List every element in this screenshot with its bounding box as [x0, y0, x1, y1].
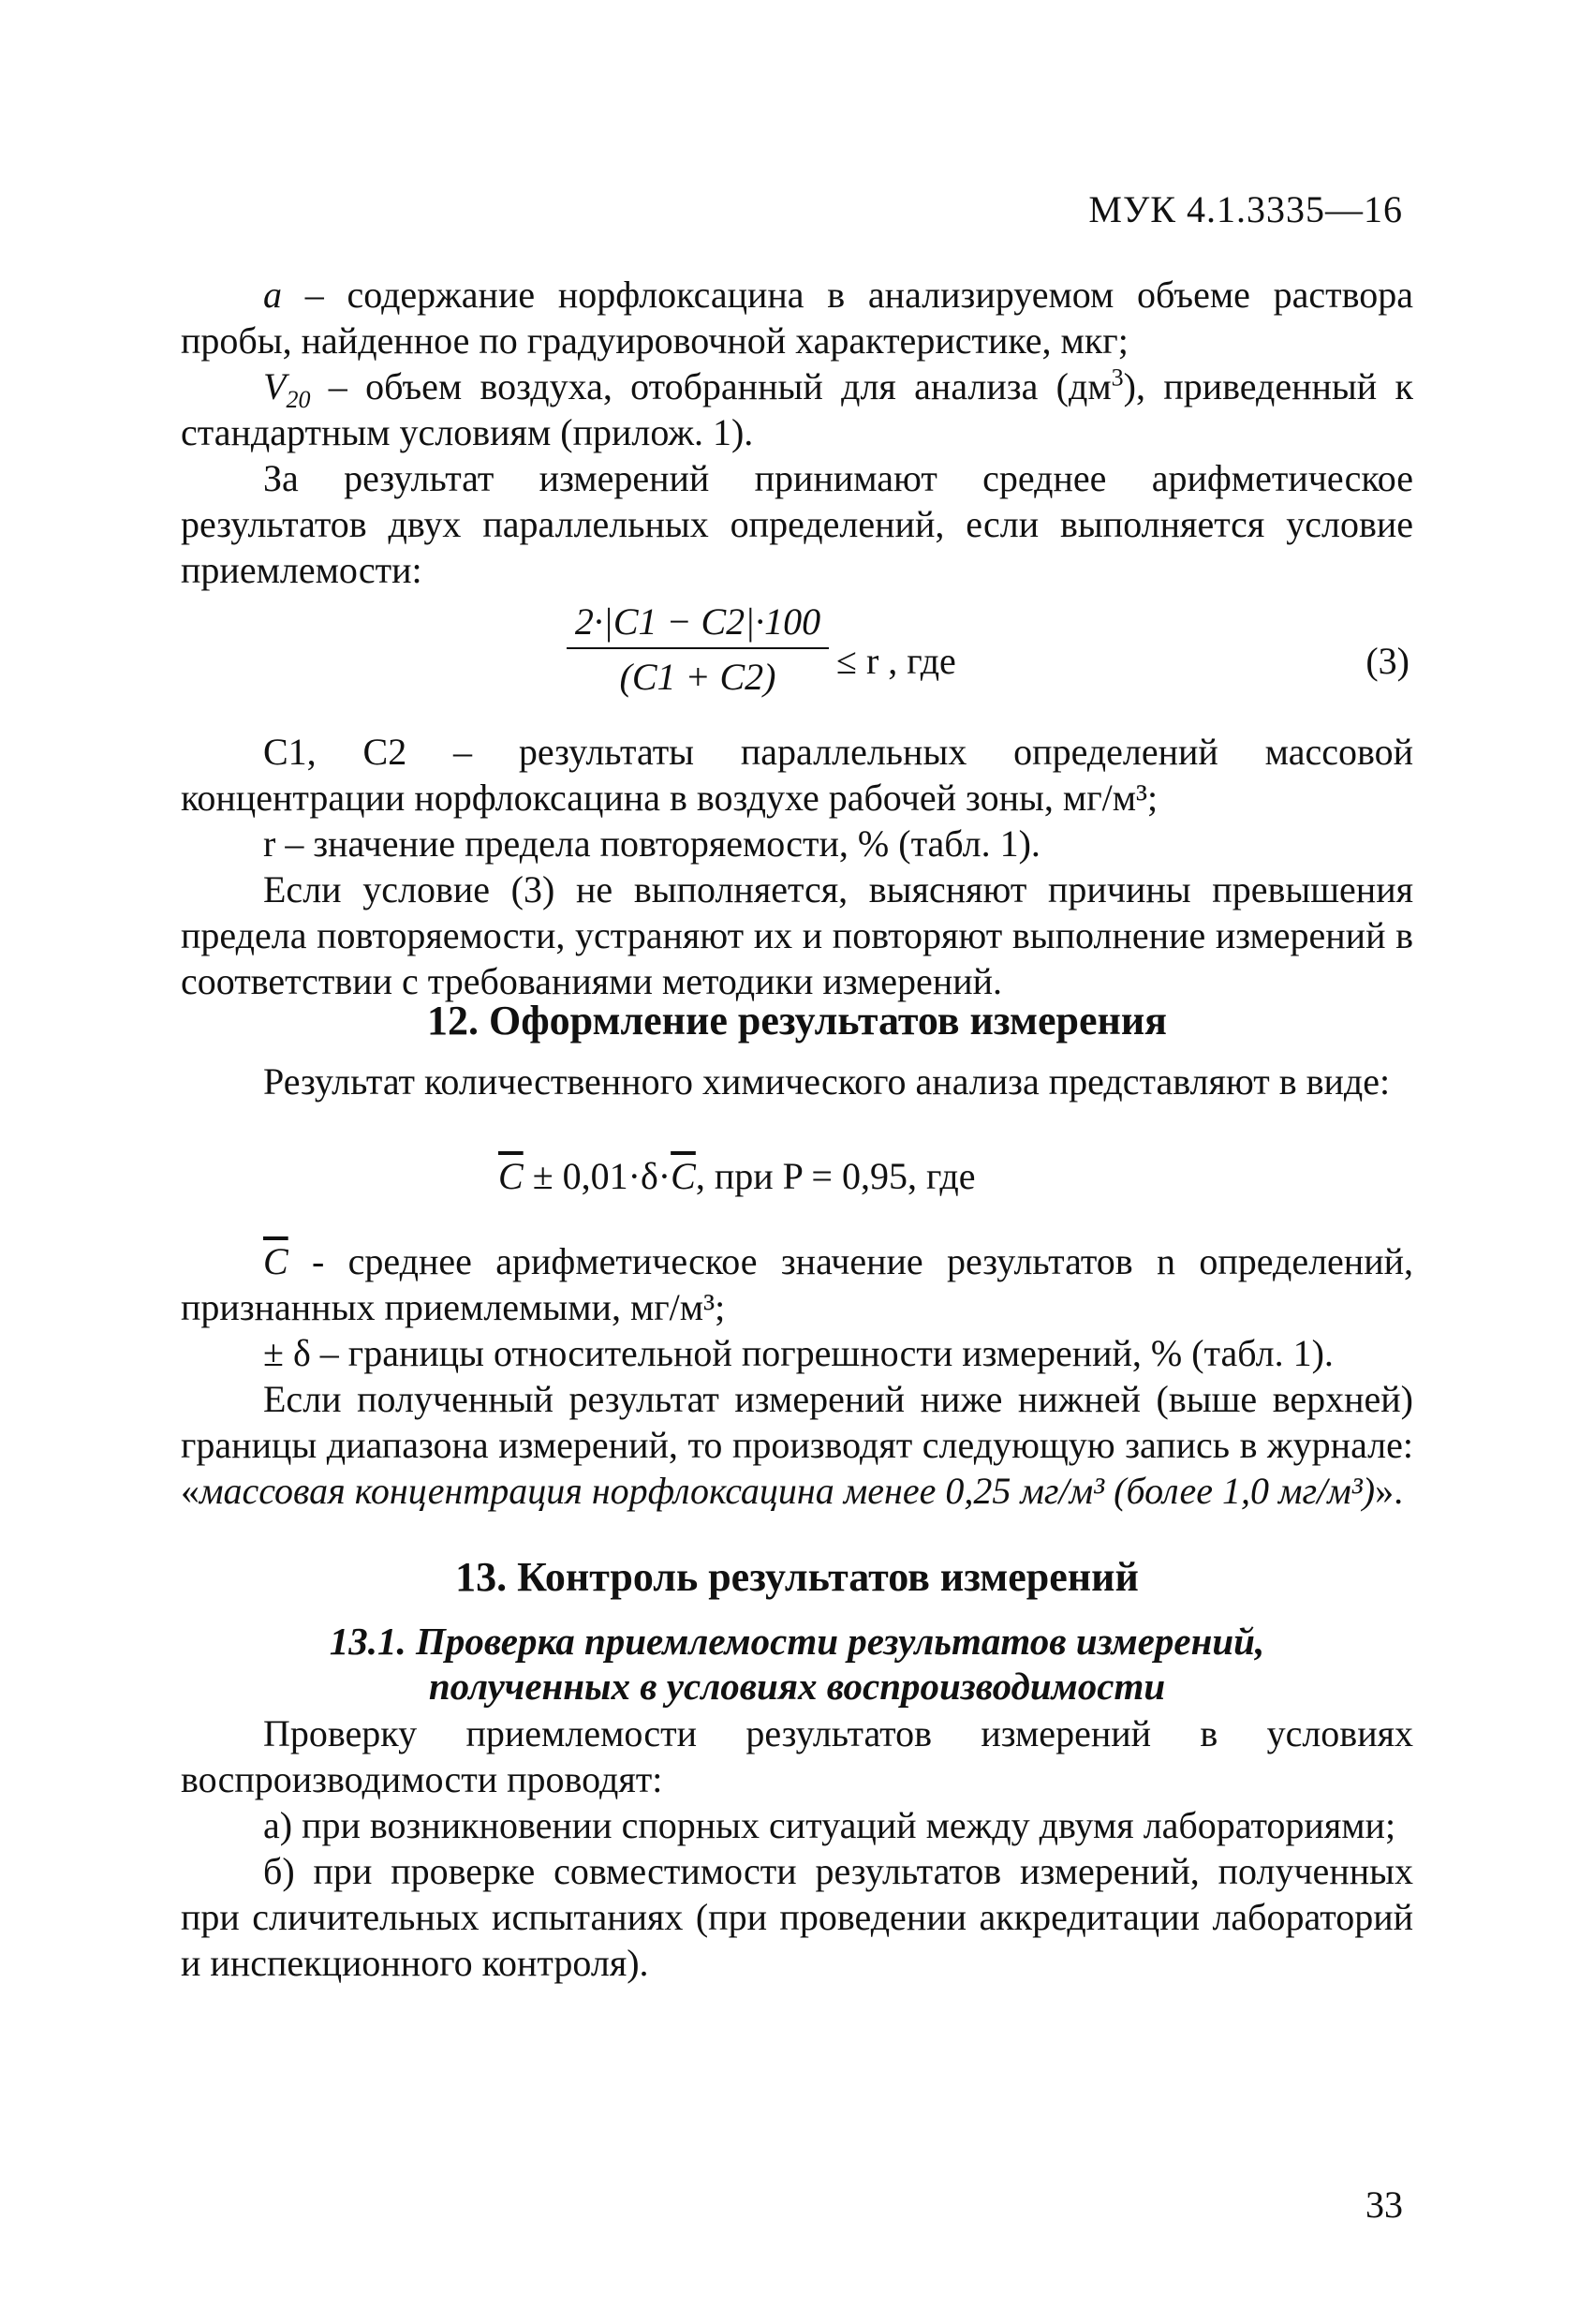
journal-italic: массовая концентрация норфлоксацина менее 0,25 мг/м³ (более 1,0 мг/м³) [199, 1470, 1376, 1512]
section-13-heading: 13. Контроль результатов измерений [455, 1554, 1139, 1600]
section-12-heading: 12. Оформление результатов измерения [427, 998, 1167, 1044]
para-result: За результат измерений принимают среднее арифметическое результатов двух параллельных определений, если выполняется условие приемлемости: [181, 457, 1413, 591]
symbol-a: a [263, 274, 282, 316]
def-v20 [181, 363, 1413, 455]
result-formula-c2: $\overline{C}$ [671, 1155, 696, 1197]
def-c1-c2: C1, C2 – результаты параллельных определений массовой концентрации норфлоксацина в воздухе рабочей зоны, мг/м³; [181, 731, 1413, 819]
section-12-defs [181, 1238, 1413, 1514]
formula-3-denominator: (C1 + C2) [619, 656, 776, 698]
item-a: а) при возникновении спорных ситуаций между двумя лабораториями; [263, 1804, 1396, 1846]
def-c-mean [181, 1238, 1413, 1330]
def-a [181, 272, 1413, 363]
section-13-intro: Проверку приемлемости результатов измерений в условиях воспроизводимости проводят: [181, 1712, 1413, 1800]
section-12-intro-text: Результат количественного химического анализа представляют в виде: [263, 1060, 1391, 1103]
formula-3 [181, 600, 1413, 712]
document-code-header: МУК 4.1.3335—16 [1088, 188, 1403, 230]
subheading-line-2: полученных в условиях воспроизводимости [428, 1665, 1166, 1708]
defs-c-block [181, 729, 1413, 1004]
formula-3-relation: ≤ r , где [836, 640, 956, 682]
journal-text: Если полученный результат измерений ниже нижней (выше верхней) границы диапазона измерений, то производят следующую запись в журнале: « [181, 1378, 1413, 1512]
page-number: 33 [1365, 2183, 1403, 2226]
result-formula-mid: ± 0,01·δ· [523, 1155, 672, 1197]
def-delta: ± δ – границы относительной погрешности измерений, % (табл. 1). [263, 1332, 1334, 1374]
symbol-v-sub: 20 [286, 386, 311, 413]
formula-3-numerator: 2·|C1 − C2|·100 [567, 600, 829, 649]
def-v-text-2: ), приведенный к стандартным условиям (прилож. 1). [181, 365, 1413, 453]
subheading-line-1: 13.1. Проверка приемлемости результатов измерений, [329, 1620, 1265, 1663]
section-12-intro [181, 1058, 1413, 1104]
para-journal-record [181, 1376, 1413, 1514]
item-b: б) при проверке совместимости результатов измерений, полученных при сличительных испытаниях (при проведении аккредитации лабораторий и инспекционного контроля). [181, 1850, 1413, 1984]
def-v-text-1: – объем воздуха, отобранный для анализа (дм [310, 365, 1112, 407]
top-text-block [181, 272, 1413, 593]
def-c-text: - среднее арифметическое значение результатов n определений, признанных приемлемыми, мг/м³; [181, 1240, 1413, 1328]
def-c-symbol: $\overline{C}$ [263, 1240, 288, 1282]
def-v-sup: 3 [1111, 363, 1124, 392]
result-formula-tail: , при P = 0,95, где [695, 1155, 976, 1197]
result-formula [498, 1154, 975, 1198]
formula-3-number: (3) [1365, 640, 1410, 682]
para-if-condition: Если условие (3) не выполняется, выясняют причины превышения предела повторяемости, устраняют их и повторяют выполнение измерений в соответствии с требованиями методики измерений. [181, 868, 1413, 1002]
journal-end: ». [1375, 1470, 1404, 1512]
def-a-text: – содержание норфлоксацина в анализируемом объеме раствора пробы, найденное по градуировочной характеристике, мкг; [181, 274, 1413, 362]
section-13-1-subheading [181, 1619, 1413, 1709]
formula-3-fraction [567, 600, 829, 699]
def-r: r – значение предела повторяемости, % (табл. 1). [263, 822, 1041, 865]
symbol-v: V [263, 365, 287, 407]
section-13-text [181, 1710, 1413, 1986]
result-formula-c: $\overline{C}$ [498, 1155, 524, 1197]
